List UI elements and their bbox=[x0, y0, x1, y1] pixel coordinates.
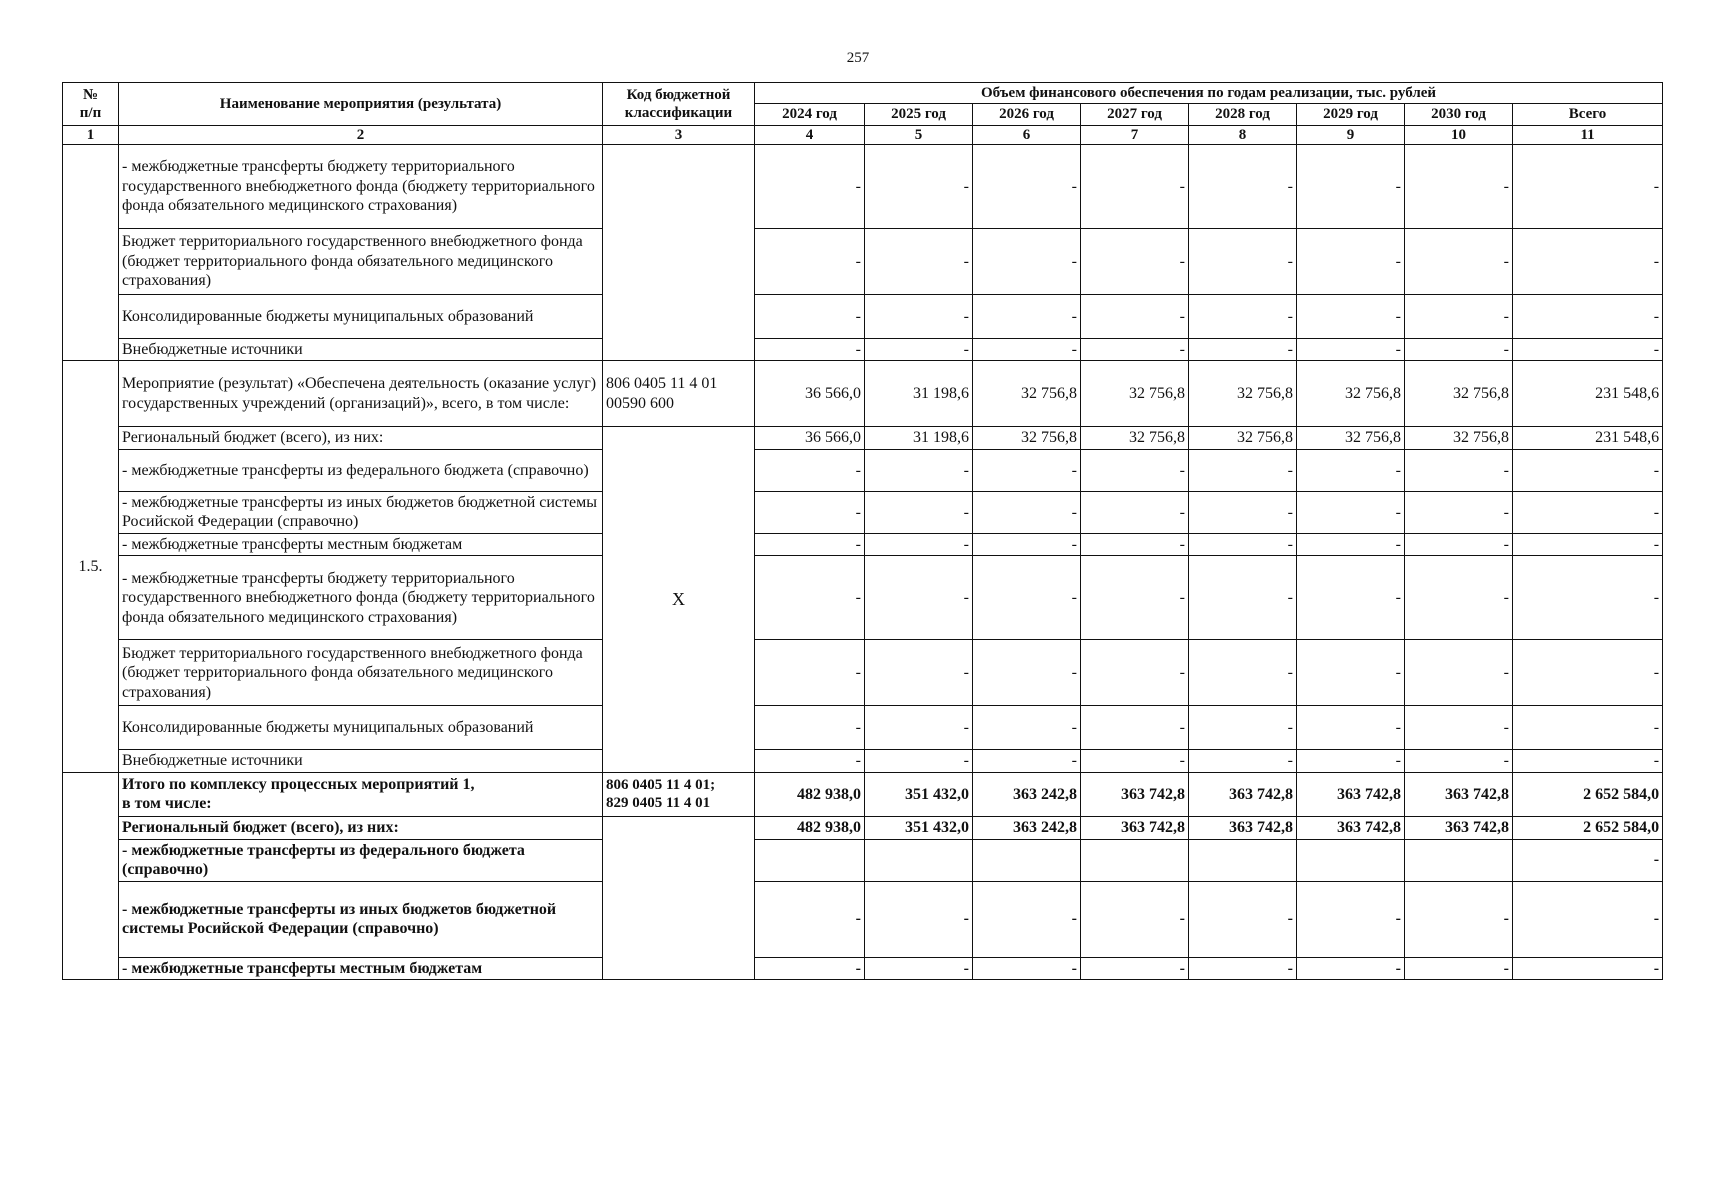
row-value: - bbox=[865, 640, 973, 706]
row-label: - межбюджетные трансферты из иных бюджетов бюджетной системы Росийской Федерации (справочно) bbox=[119, 491, 603, 533]
row-value: - bbox=[865, 957, 973, 980]
row-total-value: - bbox=[1513, 839, 1663, 881]
table-row bbox=[63, 144, 1663, 228]
row-value: - bbox=[1189, 228, 1297, 294]
row-value: 31 198,6 bbox=[865, 427, 973, 450]
row-value: - bbox=[1189, 957, 1297, 980]
header-year: 2027 год bbox=[1081, 104, 1189, 125]
row-value: - bbox=[1405, 491, 1513, 533]
row-label: Внебюджетные источники bbox=[119, 338, 603, 361]
table-row bbox=[63, 640, 1663, 706]
row-value: 31 198,6 bbox=[865, 361, 973, 427]
table-row bbox=[63, 556, 1663, 640]
row-value: - bbox=[1081, 449, 1189, 491]
column-number: 1 bbox=[63, 125, 119, 144]
table-row bbox=[63, 338, 1663, 361]
row-value: - bbox=[1189, 144, 1297, 228]
row-value bbox=[755, 839, 865, 881]
row-value: - bbox=[973, 706, 1081, 750]
row-total-value: 2 652 584,0 bbox=[1513, 772, 1663, 816]
row-value: - bbox=[1081, 706, 1189, 750]
header-year: 2024 год bbox=[755, 104, 865, 125]
row-value: 32 756,8 bbox=[1405, 427, 1513, 450]
row-value: - bbox=[1297, 640, 1405, 706]
row-value: - bbox=[865, 338, 973, 361]
table-row bbox=[63, 750, 1663, 773]
row-value: 32 756,8 bbox=[1297, 427, 1405, 450]
row-value: - bbox=[755, 338, 865, 361]
table-row bbox=[63, 957, 1663, 980]
row-total-value: - bbox=[1513, 491, 1663, 533]
row-value: - bbox=[1297, 881, 1405, 957]
row-value: - bbox=[755, 881, 865, 957]
row-value: - bbox=[1405, 144, 1513, 228]
row-value: - bbox=[1297, 144, 1405, 228]
column-number: 7 bbox=[1081, 125, 1189, 144]
row-value: 351 432,0 bbox=[865, 772, 973, 816]
table-body bbox=[63, 144, 1663, 979]
row-value: - bbox=[1405, 881, 1513, 957]
row-value: - bbox=[865, 144, 973, 228]
row-value: - bbox=[755, 556, 865, 640]
table-row bbox=[63, 839, 1663, 881]
row-value: - bbox=[865, 294, 973, 338]
row-value: - bbox=[1081, 750, 1189, 773]
budget-code: 806 0405 11 4 01 00590 600 bbox=[603, 361, 755, 427]
header-year: 2026 год bbox=[973, 104, 1081, 125]
row-value: - bbox=[755, 491, 865, 533]
table-row bbox=[63, 706, 1663, 750]
row-label: Бюджет территориального государственного внебюджетного фонда (бюджет территориального фонда обязательного медицинского страхования) bbox=[119, 640, 603, 706]
row-value: - bbox=[1405, 706, 1513, 750]
row-value bbox=[865, 839, 973, 881]
row-total-value: - bbox=[1513, 228, 1663, 294]
row-value: - bbox=[1081, 228, 1189, 294]
row-value: - bbox=[973, 491, 1081, 533]
row-value: - bbox=[865, 491, 973, 533]
row-label: Бюджет территориального государственного внебюджетного фонда (бюджет территориального фонда обязательного медицинского страхования) bbox=[119, 228, 603, 294]
table-row bbox=[63, 816, 1663, 839]
row-value: - bbox=[1189, 449, 1297, 491]
column-number: 4 bbox=[755, 125, 865, 144]
row-value: - bbox=[755, 957, 865, 980]
row-value: - bbox=[973, 881, 1081, 957]
row-total-value: - bbox=[1513, 881, 1663, 957]
row-total-value: - bbox=[1513, 338, 1663, 361]
row-value: - bbox=[865, 706, 973, 750]
row-value: - bbox=[973, 556, 1081, 640]
row-value: - bbox=[973, 294, 1081, 338]
row-value: - bbox=[1297, 957, 1405, 980]
row-value bbox=[1081, 839, 1189, 881]
row-total-value: - bbox=[1513, 533, 1663, 556]
row-label: - межбюджетные трансферты бюджету территориального государственного внебюджетного фонда (бюджету территориального фонда обязательного медицинского страхования) bbox=[119, 144, 603, 228]
row-value: 363 242,8 bbox=[973, 816, 1081, 839]
column-number: 2 bbox=[119, 125, 603, 144]
row-value: - bbox=[755, 228, 865, 294]
table-header bbox=[63, 83, 1663, 145]
row-label: Консолидированные бюджеты муниципальных образований bbox=[119, 706, 603, 750]
row-value: 32 756,8 bbox=[1081, 427, 1189, 450]
row-value: - bbox=[1297, 294, 1405, 338]
row-total-value: 231 548,6 bbox=[1513, 427, 1663, 450]
row-value: 363 742,8 bbox=[1297, 772, 1405, 816]
row-value: - bbox=[1405, 750, 1513, 773]
table-row bbox=[63, 427, 1663, 450]
budget-code bbox=[603, 816, 755, 979]
header-year: 2028 год bbox=[1189, 104, 1297, 125]
row-value: - bbox=[1189, 533, 1297, 556]
row-label: Консолидированные бюджеты муниципальных образований bbox=[119, 294, 603, 338]
row-value: 363 742,8 bbox=[1405, 772, 1513, 816]
row-value: - bbox=[1189, 338, 1297, 361]
row-value bbox=[973, 839, 1081, 881]
row-total-value: - bbox=[1513, 144, 1663, 228]
table-row bbox=[63, 294, 1663, 338]
row-value: 363 742,8 bbox=[1405, 816, 1513, 839]
row-value: 363 242,8 bbox=[973, 772, 1081, 816]
row-value: - bbox=[1081, 294, 1189, 338]
column-number: 8 bbox=[1189, 125, 1297, 144]
row-label: - межбюджетные трансферты бюджету территориального государственного внебюджетного фонда (бюджету территориального фонда обязательного медицинского страхования) bbox=[119, 556, 603, 640]
row-label: Региональный бюджет (всего), из них: bbox=[119, 816, 603, 839]
row-value: - bbox=[1405, 338, 1513, 361]
row-value: - bbox=[1189, 491, 1297, 533]
row-value: 363 742,8 bbox=[1189, 772, 1297, 816]
column-number: 10 bbox=[1405, 125, 1513, 144]
budget-code bbox=[603, 144, 755, 361]
row-value: - bbox=[1297, 338, 1405, 361]
row-value: - bbox=[1297, 491, 1405, 533]
row-total-value: - bbox=[1513, 640, 1663, 706]
header-name: Наименование мероприятия (результата) bbox=[119, 83, 603, 126]
row-value: - bbox=[1297, 533, 1405, 556]
row-value: - bbox=[865, 750, 973, 773]
row-total-value: - bbox=[1513, 449, 1663, 491]
row-value: 32 756,8 bbox=[1081, 361, 1189, 427]
header-volume: Объем финансового обеспечения по годам реализации, тыс. рублей bbox=[755, 83, 1663, 104]
table-row bbox=[63, 881, 1663, 957]
row-value: - bbox=[973, 449, 1081, 491]
row-label: - межбюджетные трансферты из федерального бюджета (справочно) bbox=[119, 449, 603, 491]
row-total-value: 231 548,6 bbox=[1513, 361, 1663, 427]
row-value: 32 756,8 bbox=[973, 361, 1081, 427]
row-total-value: - bbox=[1513, 706, 1663, 750]
row-value: - bbox=[755, 294, 865, 338]
row-value: 482 938,0 bbox=[755, 816, 865, 839]
row-total-value: - bbox=[1513, 556, 1663, 640]
row-value: - bbox=[865, 881, 973, 957]
row-value: - bbox=[1405, 640, 1513, 706]
row-label: - межбюджетные трансферты местным бюджетам bbox=[119, 533, 603, 556]
row-value: 32 756,8 bbox=[1189, 427, 1297, 450]
table-row bbox=[63, 772, 1663, 816]
row-value: - bbox=[1405, 228, 1513, 294]
row-number: 1.5. bbox=[63, 361, 119, 773]
header-code: Код бюджетной классификации bbox=[603, 83, 755, 126]
column-number: 6 bbox=[973, 125, 1081, 144]
table-row bbox=[63, 449, 1663, 491]
row-value: 363 742,8 bbox=[1189, 816, 1297, 839]
header-total: Всего bbox=[1513, 104, 1663, 125]
row-value: - bbox=[1405, 556, 1513, 640]
row-value: - bbox=[1081, 881, 1189, 957]
row-value: 32 756,8 bbox=[1189, 361, 1297, 427]
row-value: - bbox=[1297, 228, 1405, 294]
row-value: - bbox=[755, 706, 865, 750]
row-total-value: - bbox=[1513, 957, 1663, 980]
row-total-value: - bbox=[1513, 294, 1663, 338]
table-row bbox=[63, 361, 1663, 427]
row-total-value: - bbox=[1513, 750, 1663, 773]
budget-table bbox=[62, 82, 1663, 980]
code-not-applicable: X bbox=[603, 427, 755, 773]
row-value: - bbox=[973, 957, 1081, 980]
row-label: Региональный бюджет (всего), из них: bbox=[119, 427, 603, 450]
row-value: - bbox=[865, 533, 973, 556]
row-value: 363 742,8 bbox=[1297, 816, 1405, 839]
row-value: 32 756,8 bbox=[1405, 361, 1513, 427]
budget-code: 806 0405 11 4 01; 829 0405 11 4 01 bbox=[603, 772, 755, 816]
row-value: - bbox=[755, 533, 865, 556]
row-value: - bbox=[1081, 640, 1189, 706]
row-value: - bbox=[973, 640, 1081, 706]
row-label: Итого по комплексу процессных мероприятий 1, в том числе: bbox=[119, 772, 603, 816]
row-number bbox=[63, 144, 119, 361]
column-number: 11 bbox=[1513, 125, 1663, 144]
row-value: - bbox=[1081, 491, 1189, 533]
row-value: - bbox=[1297, 449, 1405, 491]
row-value: - bbox=[1189, 556, 1297, 640]
row-value: - bbox=[755, 144, 865, 228]
row-value: 363 742,8 bbox=[1081, 816, 1189, 839]
row-value: 32 756,8 bbox=[1297, 361, 1405, 427]
row-value bbox=[1297, 839, 1405, 881]
row-value: - bbox=[755, 640, 865, 706]
row-value: - bbox=[1189, 294, 1297, 338]
row-value: - bbox=[1081, 144, 1189, 228]
row-value: - bbox=[1405, 449, 1513, 491]
row-value: - bbox=[973, 750, 1081, 773]
row-value: - bbox=[1297, 706, 1405, 750]
row-value: 36 566,0 bbox=[755, 427, 865, 450]
row-value: - bbox=[973, 228, 1081, 294]
row-label: - межбюджетные трансферты из иных бюджетов бюджетной системы Росийской Федерации (справочно) bbox=[119, 881, 603, 957]
row-value: - bbox=[1081, 556, 1189, 640]
row-value: - bbox=[865, 449, 973, 491]
row-value: - bbox=[755, 750, 865, 773]
row-value: - bbox=[973, 533, 1081, 556]
row-label: Внебюджетные источники bbox=[119, 750, 603, 773]
row-value: - bbox=[1081, 957, 1189, 980]
header-year: 2029 год bbox=[1297, 104, 1405, 125]
table-row bbox=[63, 533, 1663, 556]
row-value: - bbox=[1405, 957, 1513, 980]
row-value: - bbox=[1405, 294, 1513, 338]
column-number: 3 bbox=[603, 125, 755, 144]
row-value: - bbox=[1297, 556, 1405, 640]
table-row bbox=[63, 228, 1663, 294]
row-value: - bbox=[1405, 533, 1513, 556]
row-value: 32 756,8 bbox=[973, 427, 1081, 450]
row-value: - bbox=[865, 556, 973, 640]
row-value: - bbox=[1081, 338, 1189, 361]
row-value: - bbox=[1081, 533, 1189, 556]
row-number bbox=[63, 772, 119, 979]
row-value bbox=[1405, 839, 1513, 881]
row-value: 363 742,8 bbox=[1081, 772, 1189, 816]
row-value: 36 566,0 bbox=[755, 361, 865, 427]
row-value: - bbox=[755, 449, 865, 491]
header-year: 2030 год bbox=[1405, 104, 1513, 125]
row-value: - bbox=[973, 338, 1081, 361]
row-value: - bbox=[865, 228, 973, 294]
row-value bbox=[1189, 839, 1297, 881]
row-value: - bbox=[1189, 881, 1297, 957]
header-year: 2025 год bbox=[865, 104, 973, 125]
header-no: № п/п bbox=[63, 83, 119, 126]
row-value: - bbox=[1297, 750, 1405, 773]
row-value: - bbox=[1189, 750, 1297, 773]
row-value: 482 938,0 bbox=[755, 772, 865, 816]
row-total-value: 2 652 584,0 bbox=[1513, 816, 1663, 839]
row-label: - межбюджетные трансферты местным бюджетам bbox=[119, 957, 603, 980]
row-value: - bbox=[1189, 706, 1297, 750]
column-number: 9 bbox=[1297, 125, 1405, 144]
row-label: - межбюджетные трансферты из федерального бюджета (справочно) bbox=[119, 839, 603, 881]
row-value: - bbox=[1189, 640, 1297, 706]
row-label: Мероприятие (результат) «Обеспечена деятельность (оказание услуг) государственных учреждений (организаций)», всего, в том числе: bbox=[119, 361, 603, 427]
column-number: 5 bbox=[865, 125, 973, 144]
page-number: 257 bbox=[846, 50, 870, 66]
row-value: - bbox=[973, 144, 1081, 228]
table-row bbox=[63, 491, 1663, 533]
row-value: 351 432,0 bbox=[865, 816, 973, 839]
